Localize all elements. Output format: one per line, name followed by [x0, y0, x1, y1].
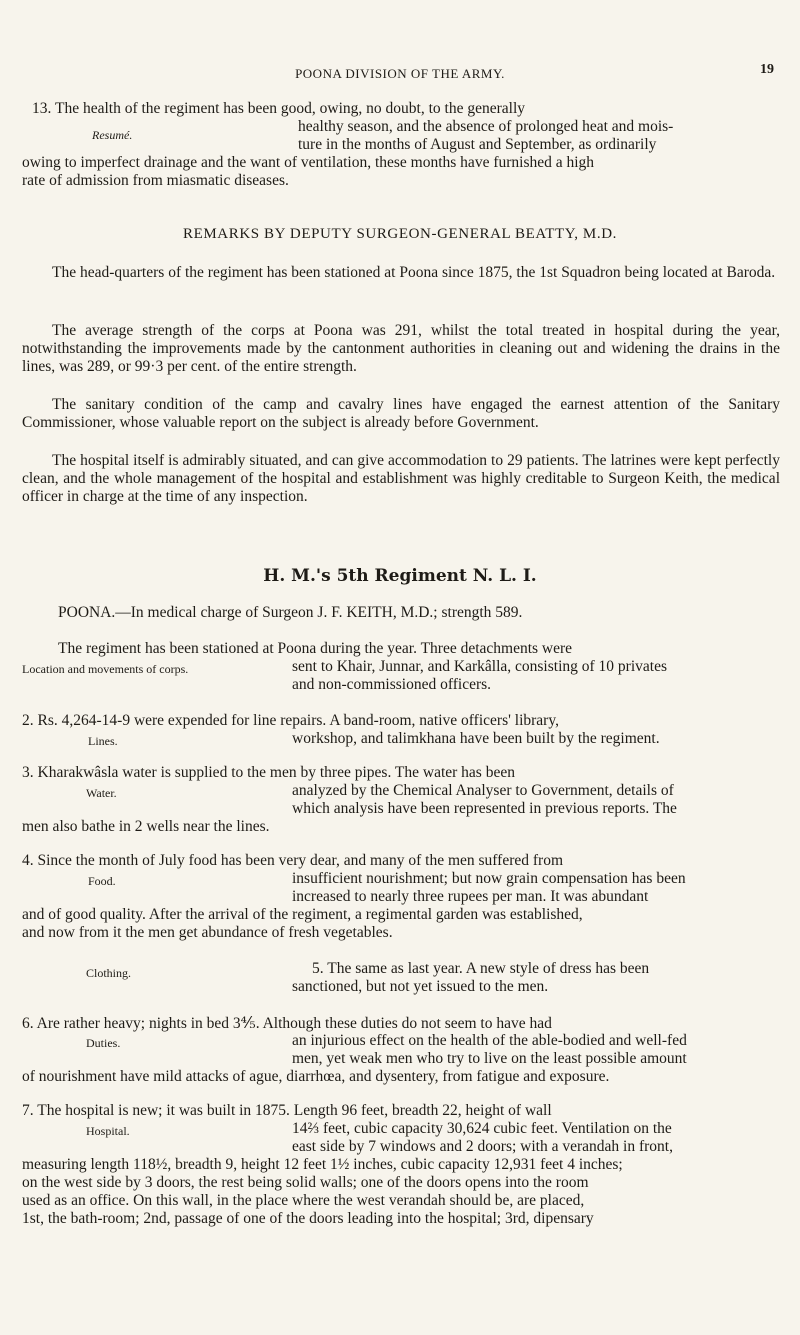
para-6-line-4: of nourishment have mild attacks of ague, diarrhœa, and dysentery, from fatigue and exposure.	[22, 1068, 610, 1085]
side-note-food: Food.	[88, 874, 116, 888]
para-6-line-3: men, yet weak men who try to live on the least possible amount	[292, 1050, 687, 1067]
para-2-line-1: 2. Rs. 4,264-14-9 were expended for line repairs. A band-room, native officers' library,	[22, 712, 559, 729]
para-13-line-3: ture in the months of August and September, as ordinarily	[298, 136, 657, 153]
para-4-line-2: insufficient nourishment; but now grain compensation has been	[292, 870, 686, 887]
para-3-line-3: which analysis have been represented in previous reports. The	[292, 800, 677, 817]
side-note-lines: Lines.	[88, 734, 118, 748]
remarks-paragraph-1: The head-quarters of the regiment has been stationed at Poona since 1875, the 1st Squadron being located at Baroda.	[52, 264, 776, 281]
para-4-line-5: and now from it the men get abundance of fresh vegetables.	[22, 924, 393, 941]
para-13-line-2: healthy season, and the absence of prolonged heat and mois-	[298, 118, 674, 135]
remarks-paragraph-3: The sanitary condition of the camp and cavalry lines have engaged the earnest attention of the Sanitary Commissioner, whose valuable report on the subject is already before Government.	[22, 396, 780, 431]
para-3-line-1: 3. Kharakwâsla water is supplied to the men by three pipes. The water has been	[22, 764, 515, 781]
para-13-line-5: rate of admission from miasmatic diseases.	[22, 172, 289, 189]
para-2-line-2: workshop, and talimkhana have been built by the regiment.	[292, 730, 660, 747]
para-1-line-3: and non-commissioned officers.	[292, 676, 492, 693]
side-note-resume: Resumé.	[92, 128, 133, 142]
para-6-line-1: 6. Are rather heavy; nights in bed 3⅘. Although these duties do not seem to have had	[22, 1015, 552, 1032]
para-5-line-2: sanctioned, but not yet issued to the men.	[292, 978, 549, 995]
para-6-line-2: an injurious effect on the health of the able-bodied and well-fed	[292, 1032, 687, 1049]
para-7-line-3: east side by 7 windows and 2 doors; with a verandah in front,	[292, 1138, 673, 1155]
poona-charge-line: POONA.—In medical charge of Surgeon J. F. KEITH, M.D.; strength 589.	[58, 604, 523, 621]
para-5-line-1: 5. The same as last year. A new style of dress has been	[312, 960, 650, 977]
para-3-line-2: analyzed by the Chemical Analyser to Government, details of	[292, 782, 674, 799]
remarks-heading: REMARKS BY DEPUTY SURGEON-GENERAL BEATTY, M.D.	[182, 226, 617, 242]
remarks-paragraph-4: The hospital itself is admirably situated, and can give accommodation to 29 patients. The latrines were kept perfectly clean, and the whole management of the hospital and establishment was highly creditable to Surgeon Keith, the medical officer in charge at the time of any inspection.	[22, 452, 780, 505]
para-7-line-5: on the west side by 3 doors, the rest being solid walls; one of the doors opens into the room	[22, 1174, 589, 1191]
side-note-hospital: Hospital.	[86, 1124, 130, 1138]
para-7-line-1: 7. The hospital is new; it was built in 1875. Length 96 feet, breadth 22, height of wall	[22, 1102, 552, 1119]
regiment-heading: H. M.'s 5th Regiment N. L. I.	[263, 566, 537, 586]
para-1-line-2: sent to Khair, Junnar, and Karkâlla, consisting of 10 privates	[292, 658, 667, 675]
para-4-line-3: increased to nearly three rupees per man. It was abundant	[292, 888, 649, 905]
para-4-line-4: and of good quality. After the arrival of the regiment, a regimental garden was established,	[22, 906, 583, 923]
running-head: POONA DIVISION OF THE ARMY.	[295, 66, 505, 81]
remarks-paragraph-2: The average strength of the corps at Poona was 291, whilst the total treated in hospital during the year, notwithstanding the improvements made by the cantonment authorities in cleaning out and widening the drains in the lines, was 289, or 99·3 per cent. of the entire strength.	[22, 322, 780, 375]
para-1-line-1: The regiment has been stationed at Poona during the year. Three detachments were	[58, 640, 573, 657]
para-7-line-6: used as an office. On this wall, in the place where the west verandah should be, are placed,	[22, 1192, 585, 1209]
para-3-line-4: men also bathe in 2 wells near the lines.	[22, 818, 270, 835]
para-7-line-4: measuring length 118½, breadth 9, height 12 feet 1½ inches, cubic capacity 12,931 feet 4 inches;	[22, 1156, 623, 1173]
side-note-water: Water.	[86, 786, 117, 800]
para-4-line-1: 4. Since the month of July food has been very dear, and many of the men suffered from	[22, 852, 564, 869]
page-number: 19	[760, 62, 774, 77]
side-note-clothing: Clothing.	[86, 966, 132, 980]
para-13-line-4: owing to imperfect drainage and the want of ventilation, these months have furnished a high	[22, 154, 595, 171]
para-7-line-7: 1st, the bath-room; 2nd, passage of one of the doors leading into the hospital; 3rd, dipensary	[22, 1210, 594, 1227]
side-note-location: Location and movements of corps.	[22, 662, 189, 676]
para-7-line-2: 14⅔ feet, cubic capacity 30,624 cubic feet. Ventilation on the	[292, 1120, 672, 1137]
para-13-line-1: 13. The health of the regiment has been good, owing, no doubt, to the generally	[32, 100, 526, 117]
side-note-duties: Duties.	[86, 1036, 121, 1050]
